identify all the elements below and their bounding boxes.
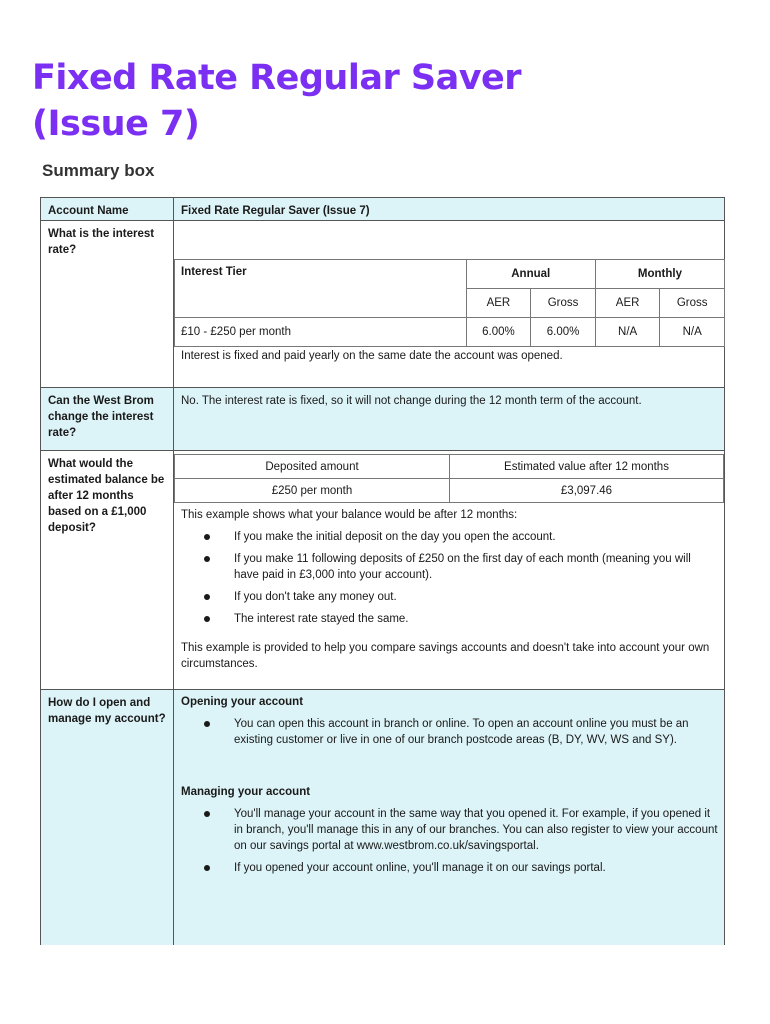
change-rate-label: Can the West Brom change the interest rate? xyxy=(41,388,174,450)
tier-header: Interest Tier xyxy=(175,260,467,318)
estimated-value-header: Estimated value after 12 months xyxy=(450,455,724,479)
sub-header-gross-monthly: Gross xyxy=(660,289,725,318)
manage-row xyxy=(41,690,724,945)
interest-rate-label: What is the interest rate? xyxy=(41,221,174,387)
account-name-row xyxy=(41,198,724,221)
title-line-2: (Issue 7) xyxy=(32,104,200,144)
list-item: If you don't take any money out. xyxy=(174,589,714,605)
title-line-1: Fixed Rate Regular Saver xyxy=(32,58,522,98)
summary-box xyxy=(40,197,725,945)
monthly-gross-value: N/A xyxy=(660,318,725,347)
interest-rate-table xyxy=(174,259,725,347)
monthly-header: Monthly xyxy=(595,260,724,289)
balance-table xyxy=(174,454,724,503)
tier-value: £10 - £250 per month xyxy=(175,318,467,347)
list-item: If you make the initial deposit on the day you open the account. xyxy=(174,529,714,545)
table-row xyxy=(175,455,724,479)
table-row xyxy=(175,479,724,503)
page-title xyxy=(32,55,521,147)
sub-header-aer-annual: AER xyxy=(466,289,531,318)
list-item: The interest rate stayed the same. xyxy=(174,611,714,627)
list-item: You'll manage your account in the same way that you opened it. For example, if you opened it in branch, you'll manage this in any of our branches. You can also register to view your account on our savings portal at www.westbrom.co.uk/savingsportal. xyxy=(174,806,719,854)
deposited-amount-header: Deposited amount xyxy=(175,455,450,479)
opening-heading: Opening your account xyxy=(181,696,304,708)
table-row xyxy=(175,318,725,347)
interest-rate-row xyxy=(41,221,724,388)
balance-row xyxy=(41,451,724,690)
opening-bullets xyxy=(174,716,719,754)
list-item: You can open this account in branch or online. To open an account online you must be an existing customer or live in one of our branch postcode areas (B, DY, WV, WS and SY). xyxy=(174,716,719,748)
sub-header-aer-monthly: AER xyxy=(595,289,659,318)
list-item: If you make 11 following deposits of £250 on the first day of each month (meaning you will have paid in £3,000 into your account). xyxy=(174,551,714,583)
annual-header: Annual xyxy=(466,260,595,289)
change-rate-text: No. The interest rate is fixed, so it will not change during the 12 month term of the account. xyxy=(181,395,642,407)
managing-heading: Managing your account xyxy=(181,786,311,798)
annual-aer-value: 6.00% xyxy=(466,318,531,347)
account-name-label: Account Name xyxy=(41,198,174,220)
manage-label: How do I open and manage my account? xyxy=(41,690,174,945)
annual-gross-value: 6.00% xyxy=(531,318,596,347)
table-row xyxy=(175,260,725,289)
sub-header-gross-annual: Gross xyxy=(531,289,596,318)
account-name-value: Fixed Rate Regular Saver (Issue 7) xyxy=(181,205,370,217)
managing-bullets xyxy=(174,806,719,882)
deposited-amount-value: £250 per month xyxy=(175,479,450,503)
balance-label: What would the estimated balance be after 12 months based on a £1,000 deposit? xyxy=(41,451,174,689)
estimated-value-value: £3,097.46 xyxy=(450,479,724,503)
interest-note: Interest is fixed and paid yearly on the same date the account was opened. xyxy=(181,350,563,362)
monthly-aer-value: N/A xyxy=(595,318,659,347)
list-item: If you opened your account online, you'll manage it on our savings portal. xyxy=(174,860,719,876)
balance-bullets xyxy=(174,529,714,633)
balance-footer: This example is provided to help you compare savings accounts and doesn't take into account your own circumstances. xyxy=(181,642,710,670)
change-rate-row xyxy=(41,388,724,451)
balance-intro: This example shows what your balance would be after 12 months: xyxy=(181,509,518,521)
summary-box-heading: Summary box xyxy=(42,161,155,180)
